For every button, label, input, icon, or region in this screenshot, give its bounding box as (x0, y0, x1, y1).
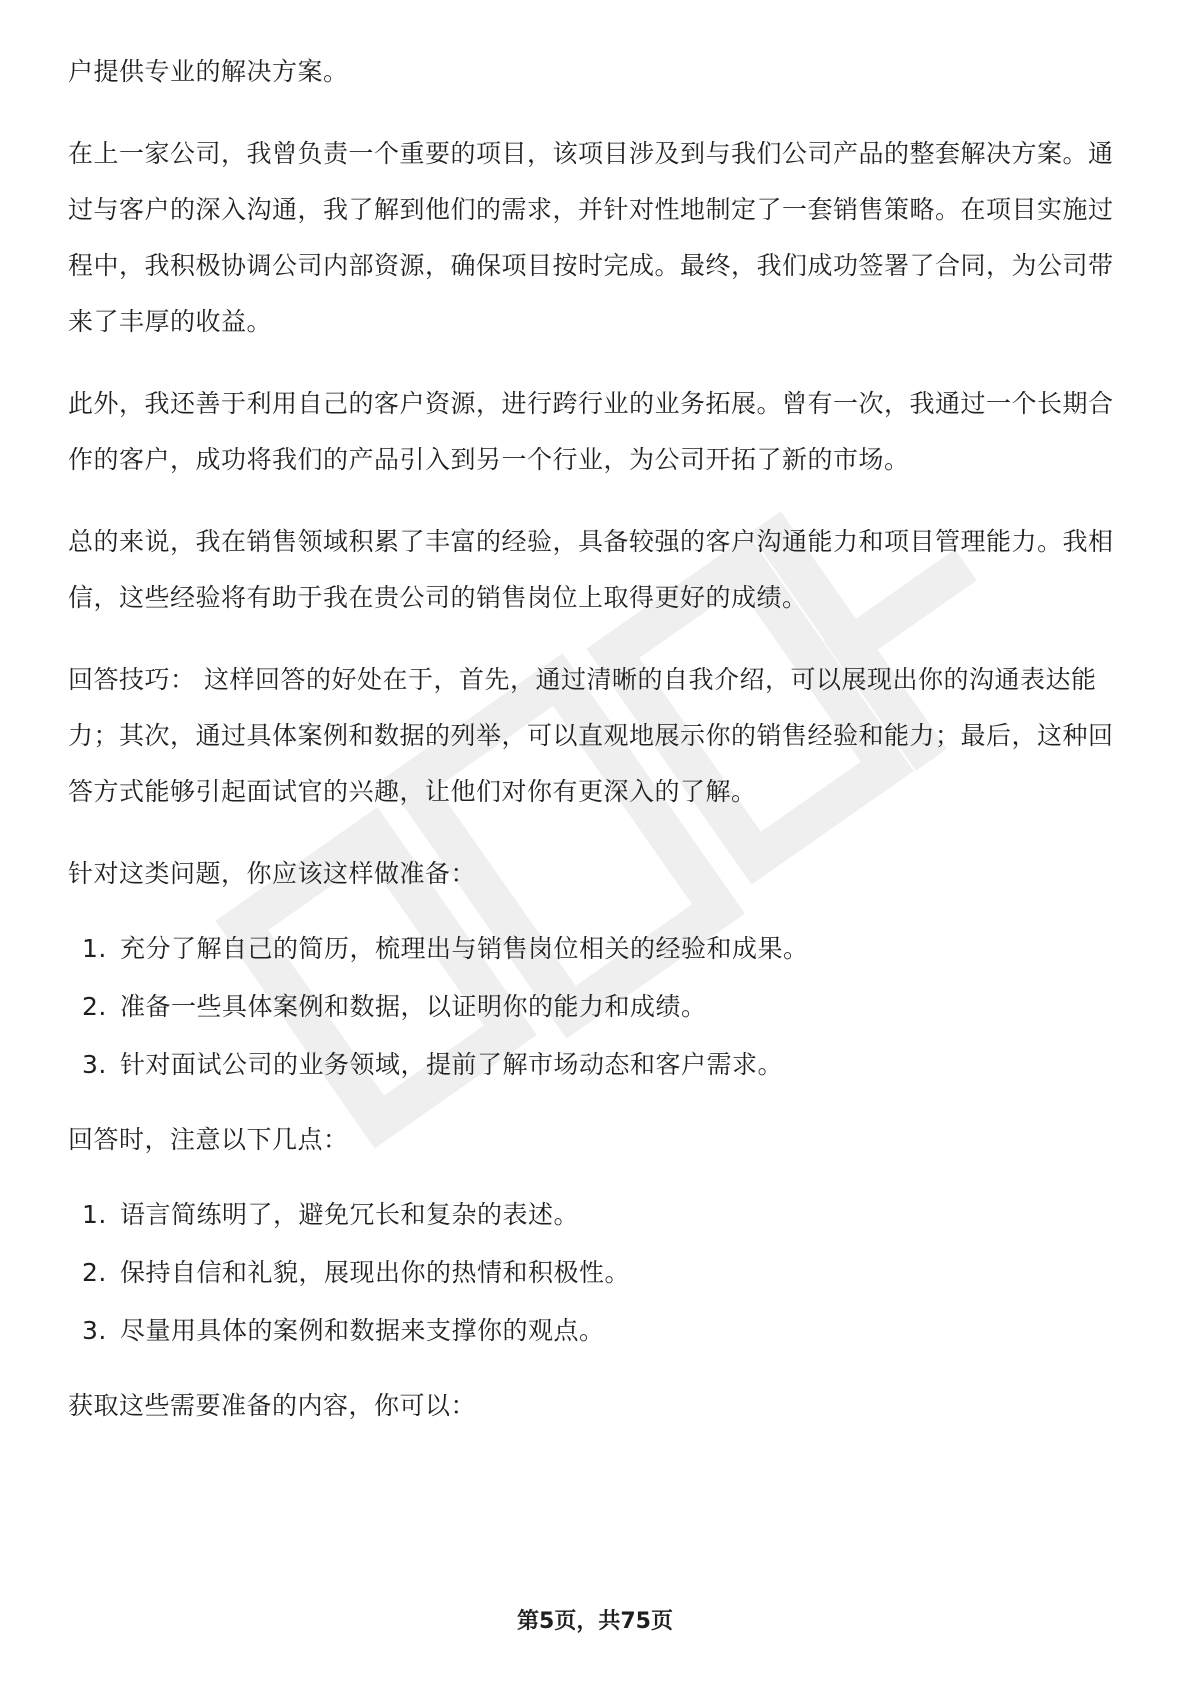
list-number: 2. (82, 1258, 107, 1287)
list-text: 语言简练明了，避免冗长和复杂的表述。 (120, 1200, 580, 1229)
list-text: 充分了解自己的简历，梳理出与销售岗位相关的经验和成果。 (120, 934, 809, 963)
list-text: 准备一些具体案例和数据，以证明你的能力和成绩。 (120, 992, 707, 1021)
paragraph: 总的来说，我在销售领域积累了丰富的经验，具备较强的客户沟通能力和项目管理能力。我相信，这些经验将有助于我在贵公司的销售岗位上取得更好的成绩。 (68, 527, 1114, 612)
page-footer: 第5页，共75页 (517, 1609, 673, 1634)
closing-line: 获取这些需要准备的内容，你可以： (68, 1391, 477, 1420)
list-item (68, 1036, 1118, 1094)
notes-heading: 回答时，注意以下几点： (68, 1125, 349, 1154)
list-number: 1. (82, 1200, 107, 1229)
document-page (68, 44, 1118, 1434)
list-item (68, 1186, 1118, 1244)
notes-list (68, 1186, 1118, 1360)
paragraph: 在上一家公司，我曾负责一个重要的项目，该项目涉及到与我们公司产品的整套解决方案。通过与客户的深入沟通，我了解到他们的需求，并针对性地制定了一套销售策略。在项目实施过程中，我积极协调公司内部资源，确保项目按时完成。最终，我们成功签署了合同，为公司带来了丰厚的收益。 (68, 139, 1114, 336)
prep-list (68, 920, 1118, 1094)
list-item (68, 1302, 1118, 1360)
list-item (68, 1244, 1118, 1302)
list-text: 尽量用具体的案例和数据来支撑你的观点。 (120, 1316, 605, 1345)
paragraph: 此外，我还善于利用自己的客户资源，进行跨行业的业务拓展。曾有一次，我通过一个长期合作的客户，成功将我们的产品引入到另一个行业，为公司开拓了新的市场。 (68, 389, 1114, 474)
list-item (68, 978, 1118, 1036)
list-number: 2. (82, 992, 107, 1021)
answer-tips-paragraph: 回答技巧： 这样回答的好处在于，首先，通过清晰的自我介绍，可以展现出你的沟通表达能力；其次，通过具体案例和数据的列举，可以直观地展示你的销售经验和能力；最后，这种回答方式能够引起面试官的兴趣，让他们对你有更深入的了解。 (68, 665, 1114, 806)
paragraph: 户提供专业的解决方案。 (68, 57, 349, 86)
list-number: 3. (82, 1316, 107, 1345)
prep-heading: 针对这类问题，你应该这样做准备： (68, 859, 477, 888)
list-text: 针对面试公司的业务领域，提前了解市场动态和客户需求。 (120, 1050, 784, 1079)
list-text: 保持自信和礼貌，展现出你的热情和积极性。 (120, 1258, 631, 1287)
list-number: 3. (82, 1050, 107, 1079)
list-item (68, 920, 1118, 978)
list-number: 1. (82, 934, 107, 963)
